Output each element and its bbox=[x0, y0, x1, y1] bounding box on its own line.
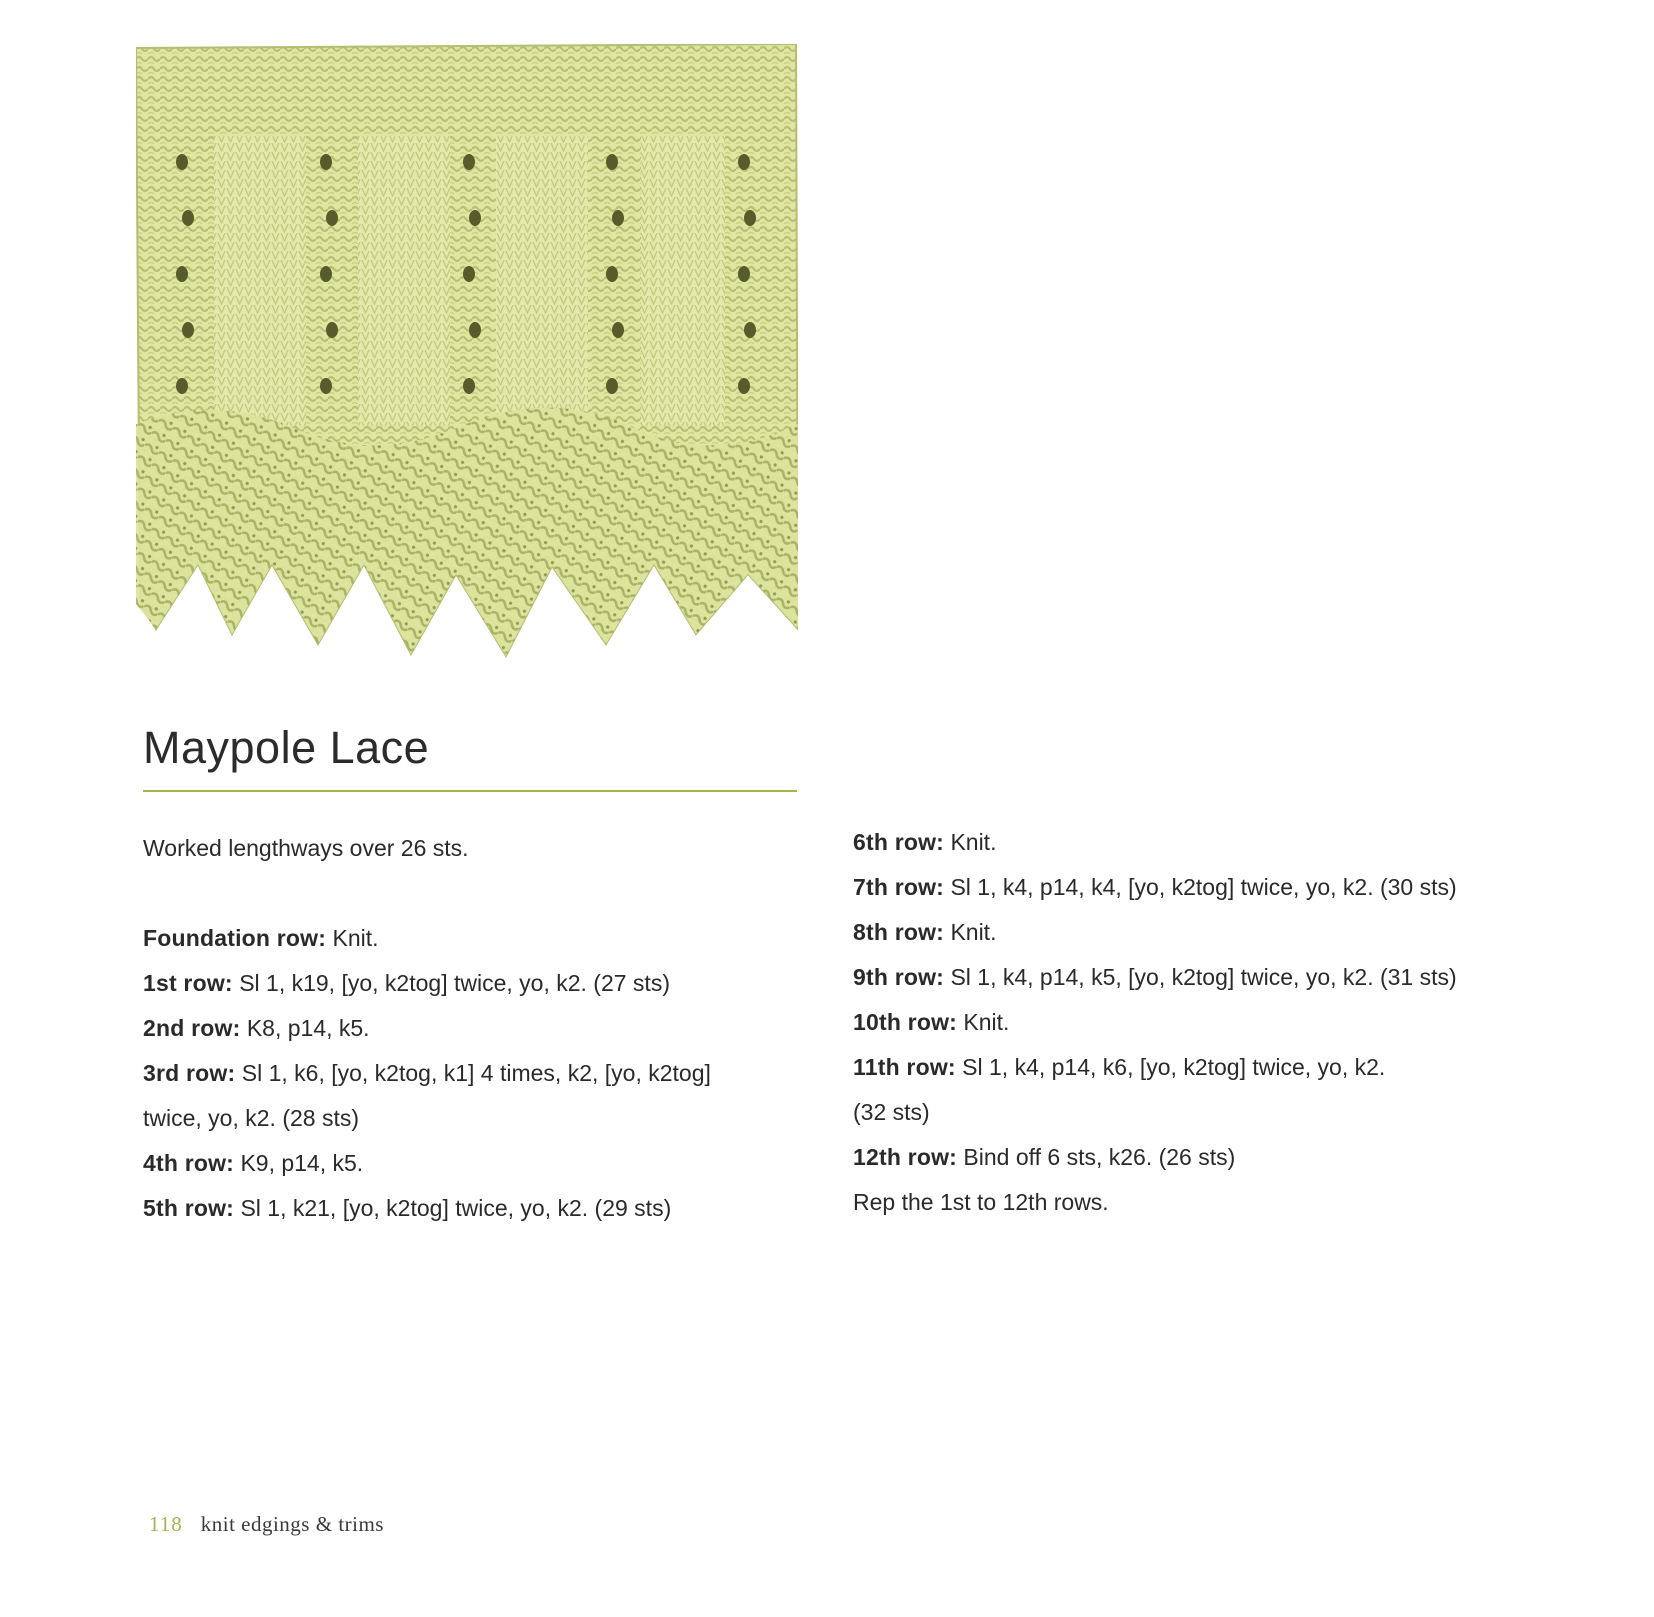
row-text: Bind off 6 sts, k26. (26 sts) bbox=[963, 1144, 1236, 1170]
eyelet-hole bbox=[612, 322, 624, 338]
row-instruction bbox=[853, 820, 1513, 865]
row-text: Knit. bbox=[950, 919, 997, 945]
page-number: 118 bbox=[149, 1512, 183, 1536]
row-text: Sl 1, k6, [yo, k2tog, k1] 4 times, k2, [yo, k2tog] bbox=[241, 1060, 711, 1086]
eyelet-hole bbox=[320, 378, 332, 394]
eyelet-hole bbox=[606, 154, 618, 170]
repeat-instruction: Rep the 1st to 12th rows. bbox=[853, 1189, 1109, 1215]
row-instruction bbox=[853, 955, 1513, 1000]
row-instruction bbox=[853, 1045, 1513, 1090]
eyelet-hole bbox=[744, 322, 756, 338]
title-divider bbox=[143, 790, 797, 792]
eyelet-hole bbox=[744, 210, 756, 226]
eyelet-hole bbox=[176, 266, 188, 282]
intro-text: Worked lengthways over 26 sts. bbox=[143, 835, 469, 861]
swatch-photo bbox=[136, 44, 798, 660]
eyelet-hole bbox=[176, 154, 188, 170]
row-label: Foundation row: bbox=[143, 925, 327, 951]
row-label: 11th row: bbox=[853, 1054, 956, 1080]
row-instruction bbox=[853, 865, 1513, 910]
eyelet-hole bbox=[469, 210, 481, 226]
row-text: Knit. bbox=[950, 829, 997, 855]
eyelet-hole bbox=[469, 322, 481, 338]
row-label: 1st row: bbox=[143, 970, 233, 996]
eyelet-hole bbox=[738, 378, 750, 394]
row-instruction bbox=[143, 1051, 783, 1096]
row-instruction bbox=[143, 1186, 783, 1231]
spacer bbox=[143, 871, 783, 916]
row-label: 10th row: bbox=[853, 1009, 958, 1035]
pattern-title: Maypole Lace bbox=[143, 722, 430, 773]
row-instruction bbox=[853, 1000, 1513, 1045]
row-text: Sl 1, k21, [yo, k2tog] twice, yo, k2. (29 sts) bbox=[240, 1195, 672, 1221]
eyelet-hole bbox=[326, 322, 338, 338]
row-text: Sl 1, k4, p14, k4, [yo, k2tog] twice, yo, k2. (30 sts) bbox=[950, 874, 1457, 900]
row-text: Knit. bbox=[332, 925, 379, 951]
row-text: Knit. bbox=[963, 1009, 1010, 1035]
row-label: 12th row: bbox=[853, 1144, 958, 1170]
row-instruction bbox=[143, 961, 783, 1006]
instructions-left-column bbox=[143, 826, 783, 1231]
row-label: 7th row: bbox=[853, 874, 945, 900]
row-instruction bbox=[143, 1141, 783, 1186]
row-instruction bbox=[143, 1006, 783, 1051]
row-instruction bbox=[853, 910, 1513, 955]
eyelet-hole bbox=[463, 378, 475, 394]
row-label: 2nd row: bbox=[143, 1015, 241, 1041]
eyelet-hole bbox=[738, 154, 750, 170]
row-continuation: (32 sts) bbox=[853, 1099, 930, 1125]
eyelet-hole bbox=[463, 154, 475, 170]
row-label: 6th row: bbox=[853, 829, 945, 855]
eyelet-hole bbox=[182, 210, 194, 226]
row-text: Sl 1, k4, p14, k6, [yo, k2tog] twice, yo, k2. bbox=[962, 1054, 1386, 1080]
page-footer bbox=[149, 1512, 384, 1537]
row-label: 8th row: bbox=[853, 919, 945, 945]
row-label: 4th row: bbox=[143, 1150, 235, 1176]
row-label: 5th row: bbox=[143, 1195, 235, 1221]
eyelet-hole bbox=[606, 378, 618, 394]
row-instruction bbox=[143, 916, 783, 961]
eyelet-hole bbox=[326, 210, 338, 226]
eyelet-hole bbox=[320, 154, 332, 170]
row-text: Sl 1, k19, [yo, k2tog] twice, yo, k2. (27 sts) bbox=[239, 970, 670, 996]
maypole-lace-swatch-image bbox=[136, 44, 798, 660]
eyelet-hole bbox=[606, 266, 618, 282]
instructions-right-column bbox=[853, 820, 1513, 1225]
eyelet-hole bbox=[182, 322, 194, 338]
row-text: K9, p14, k5. bbox=[240, 1150, 364, 1176]
eyelet-hole bbox=[738, 266, 750, 282]
eyelet-hole bbox=[463, 266, 475, 282]
row-instruction bbox=[853, 1135, 1513, 1180]
eyelet-hole bbox=[320, 266, 332, 282]
row-label: 9th row: bbox=[853, 964, 945, 990]
section-title: knit edgings & trims bbox=[200, 1512, 384, 1536]
eyelet-hole bbox=[176, 378, 188, 394]
eyelet-hole bbox=[612, 210, 624, 226]
row-text: Sl 1, k4, p14, k5, [yo, k2tog] twice, yo, k2. (31 sts) bbox=[950, 964, 1457, 990]
row-text: K8, p14, k5. bbox=[246, 1015, 370, 1041]
row-label: 3rd row: bbox=[143, 1060, 236, 1086]
row-continuation: twice, yo, k2. (28 sts) bbox=[143, 1105, 360, 1131]
